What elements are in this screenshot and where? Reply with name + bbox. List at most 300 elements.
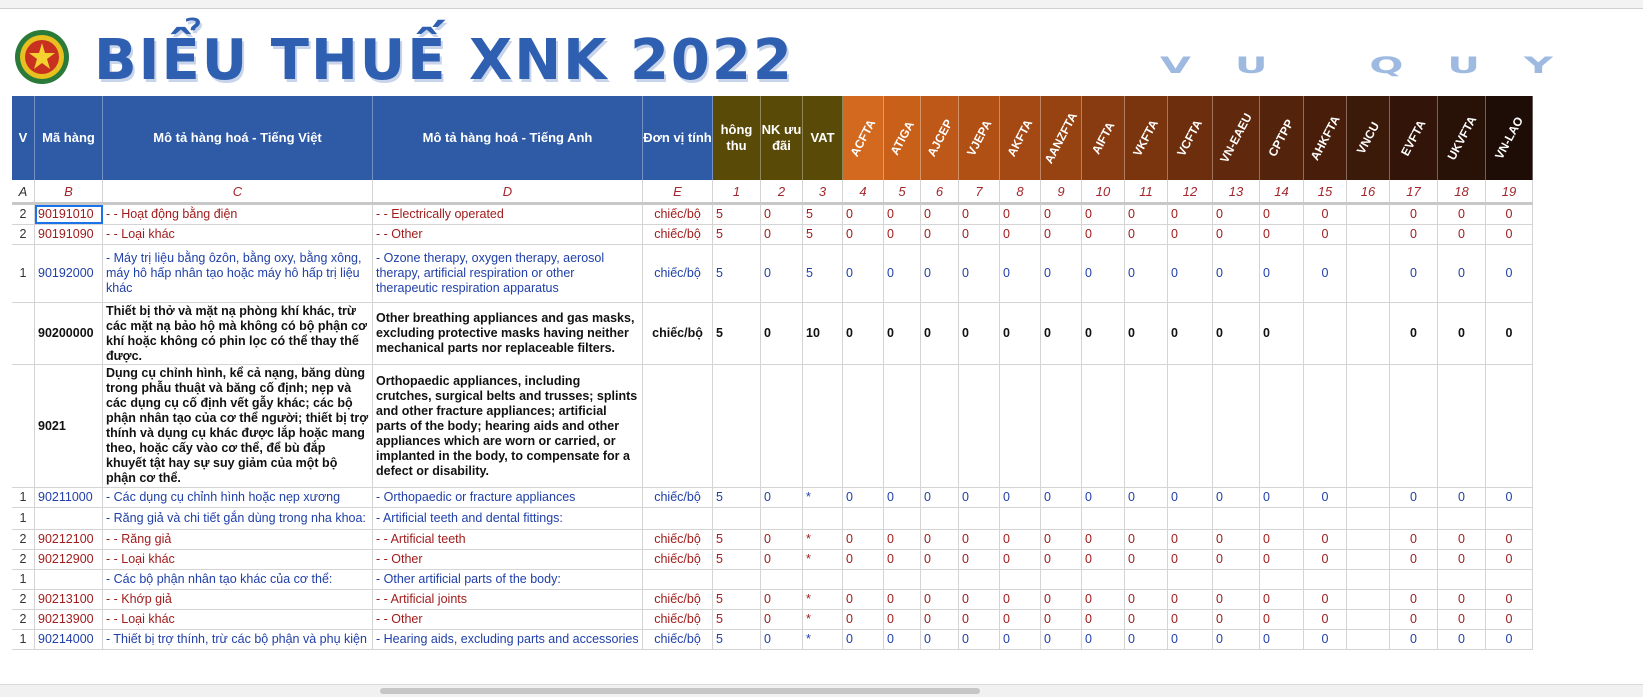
cell-rate[interactable]: 0 (1260, 205, 1304, 224)
column-header-20[interactable] (1347, 96, 1390, 180)
cell-code[interactable]: 90214000 (35, 630, 103, 649)
cell-rate[interactable] (1438, 570, 1486, 589)
column-letter-20[interactable]: 16 (1347, 180, 1390, 202)
cell-rate[interactable]: 0 (1000, 245, 1041, 302)
column-header-23[interactable] (1486, 96, 1533, 180)
column-header-4[interactable] (643, 96, 713, 180)
cell-rate[interactable]: 0 (921, 590, 959, 609)
cell-rate[interactable]: 0 (1304, 550, 1347, 569)
cell-vi[interactable]: - Các bộ phận nhân tạo khác của cơ thể: (103, 570, 373, 589)
cell-rate[interactable]: 0 (921, 245, 959, 302)
cell-rate[interactable]: 0 (1041, 245, 1082, 302)
cell-rate[interactable]: 0 (1304, 590, 1347, 609)
cell-rate[interactable] (1347, 488, 1390, 507)
cell-rate[interactable]: 0 (1082, 245, 1125, 302)
cell-rate[interactable] (959, 508, 1000, 529)
cell-rate[interactable] (1213, 570, 1260, 589)
cell-rate[interactable]: 0 (1438, 245, 1486, 302)
cell-rate[interactable]: 0 (1390, 205, 1438, 224)
cell-code[interactable] (35, 508, 103, 529)
cell-vi[interactable]: Thiết bị thở và mặt nạ phòng khí khác, trừ các mặt nạ bảo hộ mà không có bộ phận cơ khí hoặc không có phin lọc có thể thay thế được. (103, 303, 373, 364)
cell-rate[interactable]: 0 (884, 205, 921, 224)
cell-rate[interactable]: 0 (1260, 488, 1304, 507)
cell-rate[interactable]: 0 (1168, 590, 1213, 609)
cell-rate[interactable]: 0 (843, 590, 884, 609)
cell-rate[interactable]: 0 (1125, 245, 1168, 302)
cell-unit[interactable]: chiếc/bộ (643, 303, 713, 364)
cell-rate[interactable]: 0 (1438, 488, 1486, 507)
cell-rate[interactable]: 5 (713, 610, 761, 629)
cell-rate[interactable]: 0 (1041, 590, 1082, 609)
cell-v[interactable]: 2 (12, 610, 35, 629)
cell-rate[interactable]: 0 (1041, 630, 1082, 649)
cell-rate[interactable]: 0 (884, 530, 921, 549)
cell-rate[interactable] (1082, 570, 1125, 589)
cell-rate[interactable] (1347, 550, 1390, 569)
column-letter-17[interactable]: 13 (1213, 180, 1260, 202)
cell-vi[interactable]: Dụng cụ chỉnh hình, kể cả nạng, băng dùng trong phẫu thuật và băng cố định; nẹp và các dụng cụ cố định vết gẫy khác; các bộ phận nhân tạo của cơ thể người; thiết bị trợ thính và dụng cụ khác được lắp hoặc mang theo, hoặc cấy vào cơ thể, để bù đắp khuyết tật hay sự suy giảm của một bộ phận cơ thể. (103, 365, 373, 487)
cell-rate[interactable]: 5 (713, 550, 761, 569)
cell-unit[interactable] (643, 508, 713, 529)
cell-rate[interactable] (1168, 365, 1213, 487)
column-header-18[interactable] (1260, 96, 1304, 180)
cell-rate[interactable] (843, 365, 884, 487)
cell-rate[interactable]: 0 (921, 630, 959, 649)
cell-rate[interactable]: 0 (1125, 488, 1168, 507)
cell-rate[interactable]: 0 (1213, 630, 1260, 649)
cell-rate[interactable] (1260, 365, 1304, 487)
cell-en[interactable]: - Artificial teeth and dental fittings: (373, 508, 643, 529)
cell-rate[interactable]: 0 (1390, 610, 1438, 629)
cell-rate[interactable]: 0 (1260, 610, 1304, 629)
column-header-3[interactable] (373, 96, 643, 180)
cell-code[interactable]: 90212100 (35, 530, 103, 549)
cell-rate[interactable]: 0 (921, 550, 959, 569)
cell-rate[interactable] (1125, 570, 1168, 589)
column-letter-1[interactable]: B (35, 180, 103, 202)
cell-vi[interactable]: - - Loại khác (103, 550, 373, 569)
cell-rate[interactable]: 0 (1000, 205, 1041, 224)
cell-rate[interactable] (884, 508, 921, 529)
cell-v[interactable]: 1 (12, 245, 35, 302)
cell-en[interactable]: - - Other (373, 610, 643, 629)
cell-rate[interactable] (1041, 365, 1082, 487)
cell-rate[interactable]: 0 (843, 205, 884, 224)
cell-rate[interactable]: 0 (1000, 630, 1041, 649)
column-header-17[interactable] (1213, 96, 1260, 180)
cell-rate[interactable] (1213, 508, 1260, 529)
column-header-19[interactable] (1304, 96, 1347, 180)
cell-rate[interactable]: 0 (884, 245, 921, 302)
cell-rate[interactable]: 10 (803, 303, 843, 364)
column-header-5[interactable] (713, 96, 761, 180)
cell-rate[interactable]: 0 (1082, 225, 1125, 244)
cell-rate[interactable]: 0 (761, 550, 803, 569)
cell-rate[interactable]: 0 (1438, 610, 1486, 629)
cell-rate[interactable]: 0 (1438, 303, 1486, 364)
column-letter-0[interactable]: A (12, 180, 35, 202)
cell-rate[interactable]: 0 (1125, 225, 1168, 244)
cell-rate[interactable] (1347, 508, 1390, 529)
cell-rate[interactable] (1390, 508, 1438, 529)
cell-rate[interactable] (1213, 365, 1260, 487)
cell-rate[interactable] (843, 508, 884, 529)
column-header-12[interactable] (1000, 96, 1041, 180)
cell-rate[interactable]: 0 (1168, 630, 1213, 649)
column-header-21[interactable] (1390, 96, 1438, 180)
cell-vi[interactable]: - Thiết bị trợ thính, trừ các bộ phận và phụ kiện (103, 630, 373, 649)
column-letter-9[interactable]: 5 (884, 180, 921, 202)
cell-unit[interactable]: chiếc/bộ (643, 488, 713, 507)
cell-rate[interactable]: 0 (761, 303, 803, 364)
column-letter-3[interactable]: D (373, 180, 643, 202)
cell-rate[interactable]: 0 (884, 488, 921, 507)
column-letter-19[interactable]: 15 (1304, 180, 1347, 202)
cell-rate[interactable]: 0 (1168, 245, 1213, 302)
cell-rate[interactable]: 0 (761, 630, 803, 649)
cell-rate[interactable]: 0 (1125, 630, 1168, 649)
cell-rate[interactable]: 0 (761, 530, 803, 549)
column-letter-4[interactable]: E (643, 180, 713, 202)
column-letter-5[interactable]: 1 (713, 180, 761, 202)
cell-rate[interactable] (1347, 570, 1390, 589)
cell-rate[interactable]: 0 (761, 610, 803, 629)
column-header-22[interactable] (1438, 96, 1486, 180)
cell-rate[interactable] (761, 508, 803, 529)
cell-rate[interactable] (884, 570, 921, 589)
cell-rate[interactable]: 0 (1390, 225, 1438, 244)
cell-rate[interactable]: 0 (1486, 630, 1533, 649)
cell-rate[interactable] (1347, 303, 1390, 364)
cell-rate[interactable] (1486, 570, 1533, 589)
cell-v[interactable]: 2 (12, 550, 35, 569)
cell-rate[interactable]: 0 (843, 245, 884, 302)
cell-rate[interactable]: 0 (1486, 205, 1533, 224)
column-header-15[interactable] (1125, 96, 1168, 180)
cell-unit[interactable] (643, 365, 713, 487)
cell-rate[interactable]: 0 (1213, 225, 1260, 244)
cell-rate[interactable]: 0 (959, 590, 1000, 609)
cell-rate[interactable]: 0 (959, 630, 1000, 649)
cell-rate[interactable] (1347, 530, 1390, 549)
cell-rate[interactable] (1390, 365, 1438, 487)
cell-rate[interactable] (713, 570, 761, 589)
cell-code[interactable]: 90191090 (35, 225, 103, 244)
cell-vi[interactable]: - Các dụng cụ chỉnh hình hoặc nẹp xương (103, 488, 373, 507)
cell-rate[interactable] (1304, 365, 1347, 487)
cell-rate[interactable]: 0 (1438, 590, 1486, 609)
cell-code[interactable]: 90213900 (35, 610, 103, 629)
cell-rate[interactable]: 5 (713, 303, 761, 364)
column-letter-16[interactable]: 12 (1168, 180, 1213, 202)
column-letter-14[interactable]: 10 (1082, 180, 1125, 202)
cell-unit[interactable]: chiếc/bộ (643, 225, 713, 244)
cell-code[interactable] (35, 570, 103, 589)
cell-rate[interactable]: 0 (1168, 205, 1213, 224)
cell-unit[interactable]: chiếc/bộ (643, 550, 713, 569)
cell-rate[interactable]: 0 (1390, 303, 1438, 364)
cell-rate[interactable]: 0 (1304, 245, 1347, 302)
cell-rate[interactable] (1041, 508, 1082, 529)
cell-rate[interactable]: 0 (1304, 488, 1347, 507)
cell-rate[interactable] (713, 508, 761, 529)
column-header-11[interactable] (959, 96, 1000, 180)
cell-code[interactable]: 90212900 (35, 550, 103, 569)
cell-rate[interactable]: 0 (1260, 550, 1304, 569)
cell-rate[interactable]: 0 (1082, 303, 1125, 364)
cell-rate[interactable] (1347, 630, 1390, 649)
cell-rate[interactable]: * (803, 610, 843, 629)
cell-rate[interactable]: 0 (1438, 530, 1486, 549)
cell-rate[interactable]: 0 (1260, 630, 1304, 649)
column-letter-15[interactable]: 11 (1125, 180, 1168, 202)
cell-v[interactable]: 2 (12, 590, 35, 609)
cell-en[interactable]: - Hearing aids, excluding parts and accessories (373, 630, 643, 649)
cell-rate[interactable]: 0 (1438, 225, 1486, 244)
cell-vi[interactable]: - - Răng giả (103, 530, 373, 549)
column-letter-21[interactable]: 17 (1390, 180, 1438, 202)
cell-rate[interactable]: 0 (1168, 550, 1213, 569)
column-header-14[interactable] (1082, 96, 1125, 180)
cell-rate[interactable] (1168, 570, 1213, 589)
cell-rate[interactable]: 0 (1082, 590, 1125, 609)
cell-en[interactable]: - - Artificial joints (373, 590, 643, 609)
cell-rate[interactable]: 0 (1260, 590, 1304, 609)
cell-v[interactable]: 1 (12, 508, 35, 529)
cell-rate[interactable] (1125, 508, 1168, 529)
cell-rate[interactable]: 0 (1168, 530, 1213, 549)
cell-rate[interactable] (803, 508, 843, 529)
cell-rate[interactable]: 0 (1390, 530, 1438, 549)
cell-rate[interactable]: 0 (1486, 303, 1533, 364)
cell-rate[interactable]: 0 (1082, 550, 1125, 569)
cell-v[interactable] (12, 303, 35, 364)
cell-rate[interactable]: 0 (1486, 488, 1533, 507)
cell-rate[interactable]: 0 (1041, 610, 1082, 629)
column-header-9[interactable] (884, 96, 921, 180)
cell-rate[interactable] (1041, 570, 1082, 589)
cell-rate[interactable]: 0 (1304, 530, 1347, 549)
cell-rate[interactable] (884, 365, 921, 487)
cell-rate[interactable]: 0 (884, 590, 921, 609)
cell-en[interactable]: - - Artificial teeth (373, 530, 643, 549)
cell-rate[interactable]: 0 (1304, 630, 1347, 649)
cell-v[interactable]: 2 (12, 225, 35, 244)
cell-rate[interactable]: 0 (884, 610, 921, 629)
cell-rate[interactable]: * (803, 488, 843, 507)
cell-rate[interactable]: * (803, 630, 843, 649)
cell-rate[interactable]: 5 (713, 590, 761, 609)
cell-rate[interactable]: 0 (761, 488, 803, 507)
cell-rate[interactable]: 0 (1260, 225, 1304, 244)
cell-rate[interactable]: 0 (1260, 530, 1304, 549)
cell-rate[interactable] (1438, 365, 1486, 487)
cell-rate[interactable]: 0 (1125, 550, 1168, 569)
cell-vi[interactable]: - - Loại khác (103, 610, 373, 629)
column-letter-2[interactable]: C (103, 180, 373, 202)
cell-rate[interactable]: 0 (1041, 205, 1082, 224)
cell-rate[interactable]: 0 (1082, 530, 1125, 549)
cell-v[interactable]: 1 (12, 488, 35, 507)
cell-rate[interactable]: 0 (1041, 225, 1082, 244)
column-header-7[interactable] (803, 96, 843, 180)
cell-rate[interactable]: 0 (1260, 303, 1304, 364)
cell-vi[interactable]: - Răng giả và chi tiết gắn dùng trong nha khoa: (103, 508, 373, 529)
horizontal-scrollbar[interactable] (0, 684, 1643, 697)
cell-rate[interactable]: 0 (843, 630, 884, 649)
cell-rate[interactable]: 0 (761, 205, 803, 224)
cell-rate[interactable]: 0 (959, 205, 1000, 224)
column-header-16[interactable] (1168, 96, 1213, 180)
cell-rate[interactable]: 0 (1082, 488, 1125, 507)
cell-rate[interactable]: 5 (803, 225, 843, 244)
cell-v[interactable]: 1 (12, 630, 35, 649)
cell-rate[interactable]: 0 (921, 610, 959, 629)
cell-rate[interactable]: 0 (884, 550, 921, 569)
cell-rate[interactable] (1082, 508, 1125, 529)
cell-en[interactable]: Other breathing appliances and gas masks, excluding protective masks having neither mechanical parts nor replaceable filters. (373, 303, 643, 364)
cell-rate[interactable] (1347, 365, 1390, 487)
cell-rate[interactable]: 0 (1000, 610, 1041, 629)
cell-rate[interactable]: 0 (1000, 225, 1041, 244)
cell-rate[interactable]: 0 (1213, 610, 1260, 629)
cell-rate[interactable]: 0 (843, 488, 884, 507)
cell-rate[interactable]: 0 (1082, 205, 1125, 224)
cell-vi[interactable]: - - Khớp giả (103, 590, 373, 609)
cell-rate[interactable]: 0 (1304, 225, 1347, 244)
cell-rate[interactable]: 0 (1304, 610, 1347, 629)
column-header-0[interactable] (12, 96, 35, 180)
cell-vi[interactable]: - Máy trị liệu bằng ôzôn, bằng oxy, bằng xông, máy hô hấp nhân tạo hoặc máy hô hấp trị liệu khác (103, 245, 373, 302)
cell-en[interactable]: - Orthopaedic or fracture appliances (373, 488, 643, 507)
cell-rate[interactable]: 0 (884, 225, 921, 244)
cell-rate[interactable]: 0 (761, 225, 803, 244)
cell-rate[interactable] (803, 365, 843, 487)
cell-rate[interactable] (1347, 590, 1390, 609)
cell-rate[interactable] (1486, 508, 1533, 529)
cell-rate[interactable]: 0 (921, 225, 959, 244)
column-letter-10[interactable]: 6 (921, 180, 959, 202)
column-letter-23[interactable]: 19 (1486, 180, 1533, 202)
column-header-1[interactable] (35, 96, 103, 180)
cell-rate[interactable]: 0 (1125, 205, 1168, 224)
cell-rate[interactable]: 0 (1125, 590, 1168, 609)
cell-rate[interactable]: 5 (803, 245, 843, 302)
cell-rate[interactable]: 0 (843, 550, 884, 569)
cell-rate[interactable]: * (803, 530, 843, 549)
cell-rate[interactable]: 0 (843, 610, 884, 629)
cell-rate[interactable]: 0 (1213, 530, 1260, 549)
cell-unit[interactable]: chiếc/bộ (643, 530, 713, 549)
cell-rate[interactable] (1000, 508, 1041, 529)
cell-rate[interactable]: * (803, 590, 843, 609)
cell-en[interactable]: - - Electrically operated (373, 205, 643, 224)
cell-rate[interactable] (761, 570, 803, 589)
cell-rate[interactable]: 0 (1041, 488, 1082, 507)
cell-rate[interactable]: 0 (761, 245, 803, 302)
cell-rate[interactable] (921, 508, 959, 529)
column-letter-6[interactable]: 2 (761, 180, 803, 202)
cell-unit[interactable] (643, 570, 713, 589)
cell-rate[interactable]: 0 (843, 530, 884, 549)
cell-rate[interactable]: 0 (1168, 303, 1213, 364)
cell-rate[interactable]: 0 (1125, 303, 1168, 364)
cell-rate[interactable] (1438, 508, 1486, 529)
cell-rate[interactable] (959, 570, 1000, 589)
cell-rate[interactable] (1486, 365, 1533, 487)
cell-rate[interactable]: 0 (1390, 488, 1438, 507)
cell-rate[interactable]: 0 (959, 488, 1000, 507)
cell-rate[interactable]: 5 (713, 205, 761, 224)
cell-rate[interactable]: 0 (1438, 550, 1486, 569)
cell-rate[interactable]: 0 (1390, 245, 1438, 302)
column-letter-8[interactable]: 4 (843, 180, 884, 202)
cell-rate[interactable]: 0 (1213, 488, 1260, 507)
cell-rate[interactable]: 0 (921, 303, 959, 364)
cell-rate[interactable] (1000, 570, 1041, 589)
cell-v[interactable]: 2 (12, 205, 35, 224)
cell-rate[interactable] (1347, 610, 1390, 629)
column-letter-22[interactable]: 18 (1438, 180, 1486, 202)
cell-rate[interactable]: 0 (1486, 610, 1533, 629)
cell-rate[interactable]: 0 (884, 303, 921, 364)
cell-rate[interactable]: 0 (1260, 245, 1304, 302)
column-header-6[interactable] (761, 96, 803, 180)
cell-en[interactable]: - - Other (373, 225, 643, 244)
cell-rate[interactable] (1125, 365, 1168, 487)
cell-rate[interactable] (761, 365, 803, 487)
cell-rate[interactable]: 5 (713, 225, 761, 244)
cell-rate[interactable]: 0 (1213, 550, 1260, 569)
cell-rate[interactable]: 0 (1213, 590, 1260, 609)
column-letter-7[interactable]: 3 (803, 180, 843, 202)
cell-rate[interactable] (713, 365, 761, 487)
cell-rate[interactable]: 0 (959, 610, 1000, 629)
cell-rate[interactable]: 5 (713, 630, 761, 649)
column-header-10[interactable] (921, 96, 959, 180)
cell-rate[interactable]: 0 (1082, 610, 1125, 629)
cell-unit[interactable]: chiếc/bộ (643, 610, 713, 629)
cell-rate[interactable]: 0 (1438, 205, 1486, 224)
cell-rate[interactable]: 0 (1041, 303, 1082, 364)
cell-rate[interactable]: 0 (1082, 630, 1125, 649)
cell-rate[interactable] (1347, 205, 1390, 224)
column-letter-13[interactable]: 9 (1041, 180, 1082, 202)
cell-rate[interactable]: 0 (1390, 590, 1438, 609)
cell-rate[interactable] (1082, 365, 1125, 487)
cell-rate[interactable] (921, 570, 959, 589)
cell-rate[interactable]: 0 (1125, 610, 1168, 629)
column-letter-18[interactable]: 14 (1260, 180, 1304, 202)
cell-rate[interactable]: 0 (959, 245, 1000, 302)
cell-rate[interactable]: 0 (761, 590, 803, 609)
cell-code[interactable]: 90213100 (35, 590, 103, 609)
cell-code[interactable]: 90200000 (35, 303, 103, 364)
cell-rate[interactable] (1304, 303, 1347, 364)
cell-rate[interactable]: 0 (1000, 303, 1041, 364)
cell-en[interactable]: - - Other (373, 550, 643, 569)
cell-rate[interactable]: 0 (1168, 610, 1213, 629)
cell-rate[interactable]: 0 (1390, 550, 1438, 569)
cell-rate[interactable]: 0 (1000, 488, 1041, 507)
cell-v[interactable] (12, 365, 35, 487)
cell-rate[interactable] (1347, 225, 1390, 244)
cell-rate[interactable]: 0 (1486, 530, 1533, 549)
cell-rate[interactable]: 0 (1000, 530, 1041, 549)
cell-vi[interactable]: - - Hoạt động bằng điện (103, 205, 373, 224)
cell-rate[interactable]: 0 (1168, 225, 1213, 244)
cell-rate[interactable]: * (803, 550, 843, 569)
